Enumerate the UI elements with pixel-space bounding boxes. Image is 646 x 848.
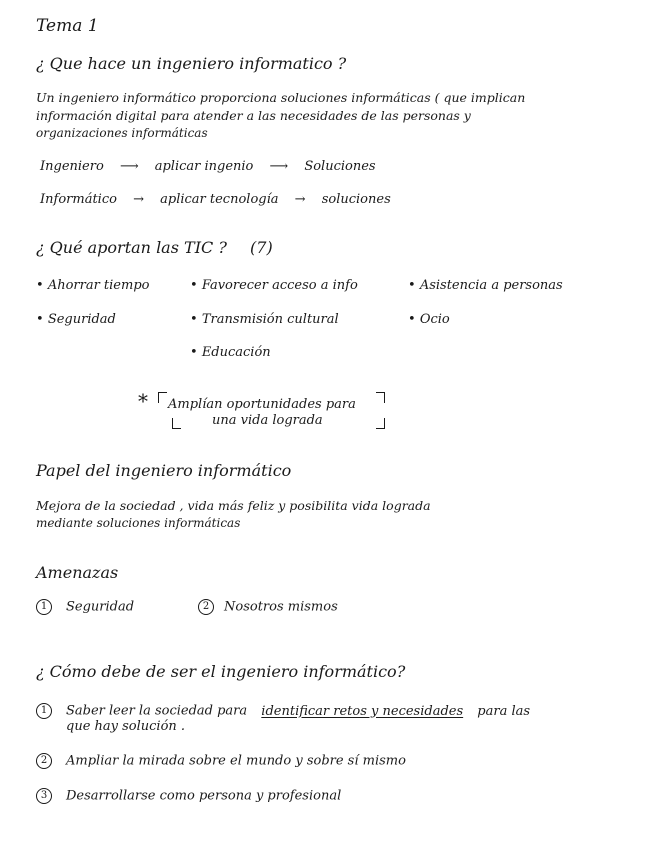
definition-line-2: información digital para atender a las necesidades de las personas y	[36, 108, 471, 123]
heading-amenazas: Amenazas	[36, 563, 119, 582]
papel-line-1: Mejora de la sociedad , vida más feliz y posibilita vida lograda	[36, 498, 431, 513]
definition-line-1: Un ingeniero informático proporciona soluciones informáticas ( que implican	[36, 90, 526, 105]
bullet: •	[36, 312, 44, 327]
bullet: •	[190, 278, 198, 293]
flow-ingeniero	[40, 160, 376, 173]
note-line-1: Amplían oportunidades para	[168, 397, 356, 412]
papel-line-2: mediante soluciones informáticas	[36, 516, 241, 530]
amenaza-item	[36, 599, 134, 615]
heading-que-hace: ¿ Que hace un ingeniero informatico ?	[36, 54, 347, 73]
tic-item	[408, 279, 563, 292]
tic-item	[36, 279, 149, 292]
asterisk-icon: *	[138, 389, 148, 413]
heading-tic-text: ¿ Qué aportan las TIC ?	[36, 238, 227, 257]
quality-text-underlined: identificar retos y necesidades	[261, 703, 464, 719]
quality-item	[36, 703, 530, 719]
flow2-a: Informático	[40, 192, 117, 207]
quality-text: Desarrollarse como persona y profesional	[66, 788, 342, 804]
long-arrow-icon: ⟶	[269, 159, 289, 174]
flow2-b: aplicar tecnología	[160, 192, 279, 207]
circled-number-icon: 1	[36, 703, 52, 719]
flow-informatico	[40, 193, 391, 206]
page-title: Tema 1	[36, 16, 99, 36]
quality-text: Ampliar la mirada sobre el mundo y sobre sí mismo	[66, 753, 406, 769]
bullet: •	[190, 345, 198, 360]
tic-item-text: Transmisión cultural	[201, 312, 339, 327]
quality-text-post: para las	[477, 703, 531, 719]
amenaza-item	[198, 599, 338, 615]
tic-item	[190, 313, 339, 326]
tic-item-text: Ocio	[419, 312, 450, 327]
tic-item	[36, 313, 116, 326]
heading-papel: Papel del ingeniero informático	[36, 461, 292, 480]
tic-item	[190, 346, 271, 359]
tic-item	[408, 313, 450, 326]
heading-tic	[36, 240, 273, 256]
bracket-top-right	[376, 392, 385, 403]
quality-item	[36, 753, 406, 769]
quality-item	[36, 788, 341, 804]
tic-item-text: Seguridad	[47, 312, 116, 327]
bracket-bottom-right	[376, 418, 385, 429]
tic-count: (7)	[250, 238, 273, 257]
flow1-b: aplicar ingenio	[154, 159, 254, 174]
flow1-a: Ingeniero	[40, 159, 104, 174]
flow1-c: Soluciones	[304, 159, 376, 174]
bracket-bottom-left	[172, 418, 181, 429]
long-arrow-icon: ⟶	[119, 159, 139, 174]
circled-number-icon: 1	[36, 599, 52, 615]
quality-item-line-2: que hay solución .	[66, 719, 186, 734]
circled-number-icon: 3	[36, 788, 52, 804]
circled-number-icon: 2	[198, 599, 214, 615]
bullet: •	[36, 278, 44, 293]
circled-number-icon: 2	[36, 753, 52, 769]
heading-como-debe: ¿ Cómo debe de ser el ingeniero informático?	[36, 662, 406, 681]
tic-item-text: Educación	[201, 345, 271, 360]
arrow-icon: →	[294, 192, 306, 207]
arrow-icon: →	[133, 192, 144, 207]
bullet: •	[408, 278, 416, 293]
definition-line-3: organizaciones informáticas	[36, 126, 208, 140]
bracket-top-left	[158, 392, 167, 403]
tic-item	[190, 279, 358, 292]
tic-item-text: Asistencia a personas	[419, 278, 563, 293]
note-line-2: una vida lograda	[212, 413, 323, 428]
bullet: •	[408, 312, 416, 327]
bullet: •	[190, 312, 198, 327]
tic-item-text: Favorecer acceso a info	[201, 278, 358, 293]
amenaza-text: Seguridad	[66, 599, 135, 615]
flow2-c: soluciones	[321, 192, 391, 207]
tic-item-text: Ahorrar tiempo	[47, 278, 150, 293]
quality-text-pre: Saber leer la sociedad para	[66, 703, 248, 719]
amenaza-text: Nosotros mismos	[224, 599, 338, 615]
